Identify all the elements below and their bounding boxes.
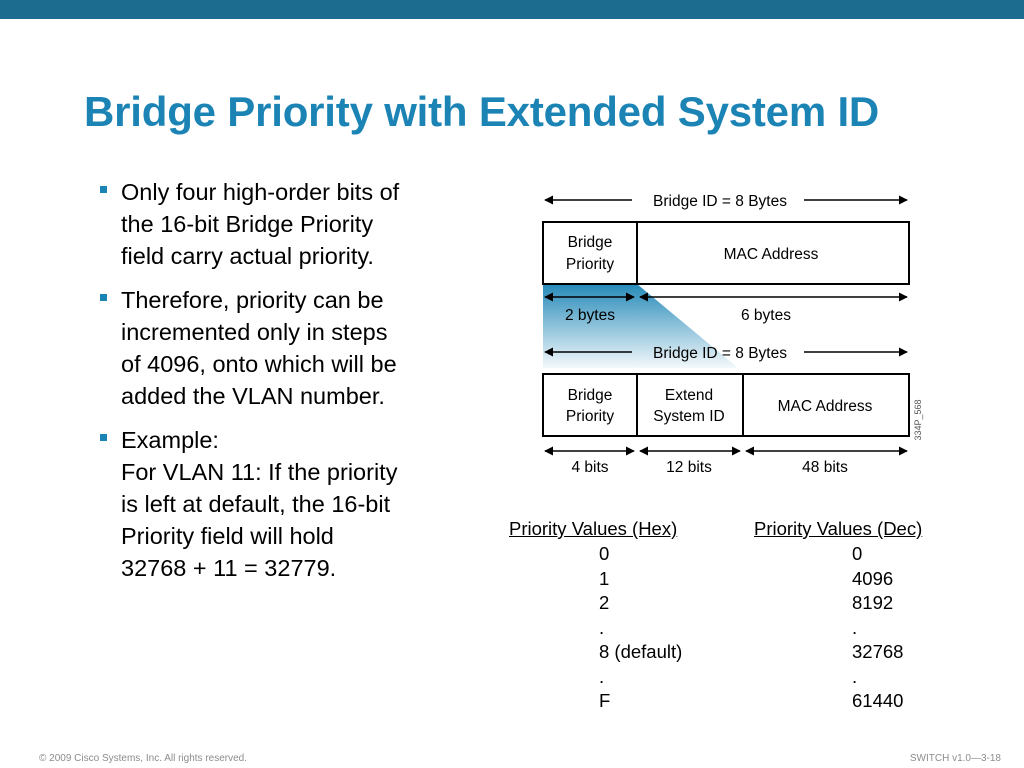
dec-value: . [852, 616, 858, 638]
bottom-field-label: Extend [664, 387, 714, 404]
top-size-label: 6 bytes [741, 307, 791, 324]
bullet-line: Therefore, priority can be [121, 287, 384, 313]
bullet-line: field carry actual priority. [121, 243, 374, 269]
bottom-size-label: 48 bits [802, 459, 848, 476]
dec-column-header: Priority Values (Dec) [754, 518, 923, 539]
top-field-label: Bridge [567, 234, 613, 251]
bottom-field-label: MAC Address [777, 398, 873, 415]
bottom-bridge-priority-box [543, 374, 637, 436]
bottom-field-label: Bridge [567, 387, 613, 404]
hex-value: 0 [599, 543, 610, 564]
dec-header-cell [754, 517, 922, 542]
hex-value: . [599, 616, 605, 638]
bullet-line: For VLAN 11: If the priority [121, 459, 398, 485]
top-length-label: Bridge ID = 8 Bytes [653, 193, 787, 210]
hex-value: 2 [599, 592, 610, 613]
hex-header-cell [509, 517, 677, 542]
bottom-extend-system-id-box [637, 374, 743, 436]
bottom-size-label: 12 bits [666, 459, 712, 476]
bullet-line: is left at default, the 16-bit [121, 491, 391, 517]
top-field-label: MAC Address [723, 246, 819, 263]
hex-value: 1 [599, 567, 610, 589]
hex-column-header: Priority Values (Hex) [509, 518, 678, 539]
top-size-label: 2 bytes [565, 307, 615, 324]
footer-slide-ref: SWITCH v1.0—3-18 [909, 753, 1001, 764]
bullet-line: added the VLAN number. [121, 383, 385, 409]
bullet-line: incremented only in steps [121, 319, 388, 345]
dec-values-column [852, 542, 903, 714]
footer-copyright: © 2009 Cisco Systems, Inc. All rights reserved. [39, 753, 248, 764]
bullet-line: Priority field will hold [121, 523, 334, 549]
bottom-size-label: 4 bits [571, 459, 609, 476]
bullet-line: the 16-bit Bridge Priority [121, 211, 374, 237]
bullet-line: Example: [121, 427, 219, 453]
hex-value: 8 (default) [599, 641, 683, 662]
dec-value: 0 [852, 543, 863, 564]
bullet-line: of 4096, onto which will be [121, 351, 397, 377]
slide-title: Bridge Priority with Extended System ID [84, 88, 880, 135]
dec-value: 4096 [852, 567, 894, 589]
bottom-field-label: System ID [653, 408, 725, 425]
top-field-label: Priority [565, 256, 615, 273]
dec-value: 61440 [852, 690, 904, 711]
hex-value: F [599, 690, 611, 711]
top-bridge-priority-box [543, 222, 637, 284]
bottom-length-label: Bridge ID = 8 Bytes [653, 345, 787, 362]
figure-code: 334P_568 [913, 399, 923, 441]
bottom-field-label: Priority [565, 408, 615, 425]
bullet-line: Only four high-order bits of [121, 179, 400, 205]
bullet-line: 32768 + 11 = 32779. [121, 555, 337, 581]
dec-value: 8192 [852, 592, 894, 613]
hex-values-column [599, 542, 682, 714]
dec-value: . [852, 665, 858, 687]
dec-value: 32768 [852, 641, 904, 662]
hex-value: . [599, 665, 605, 687]
